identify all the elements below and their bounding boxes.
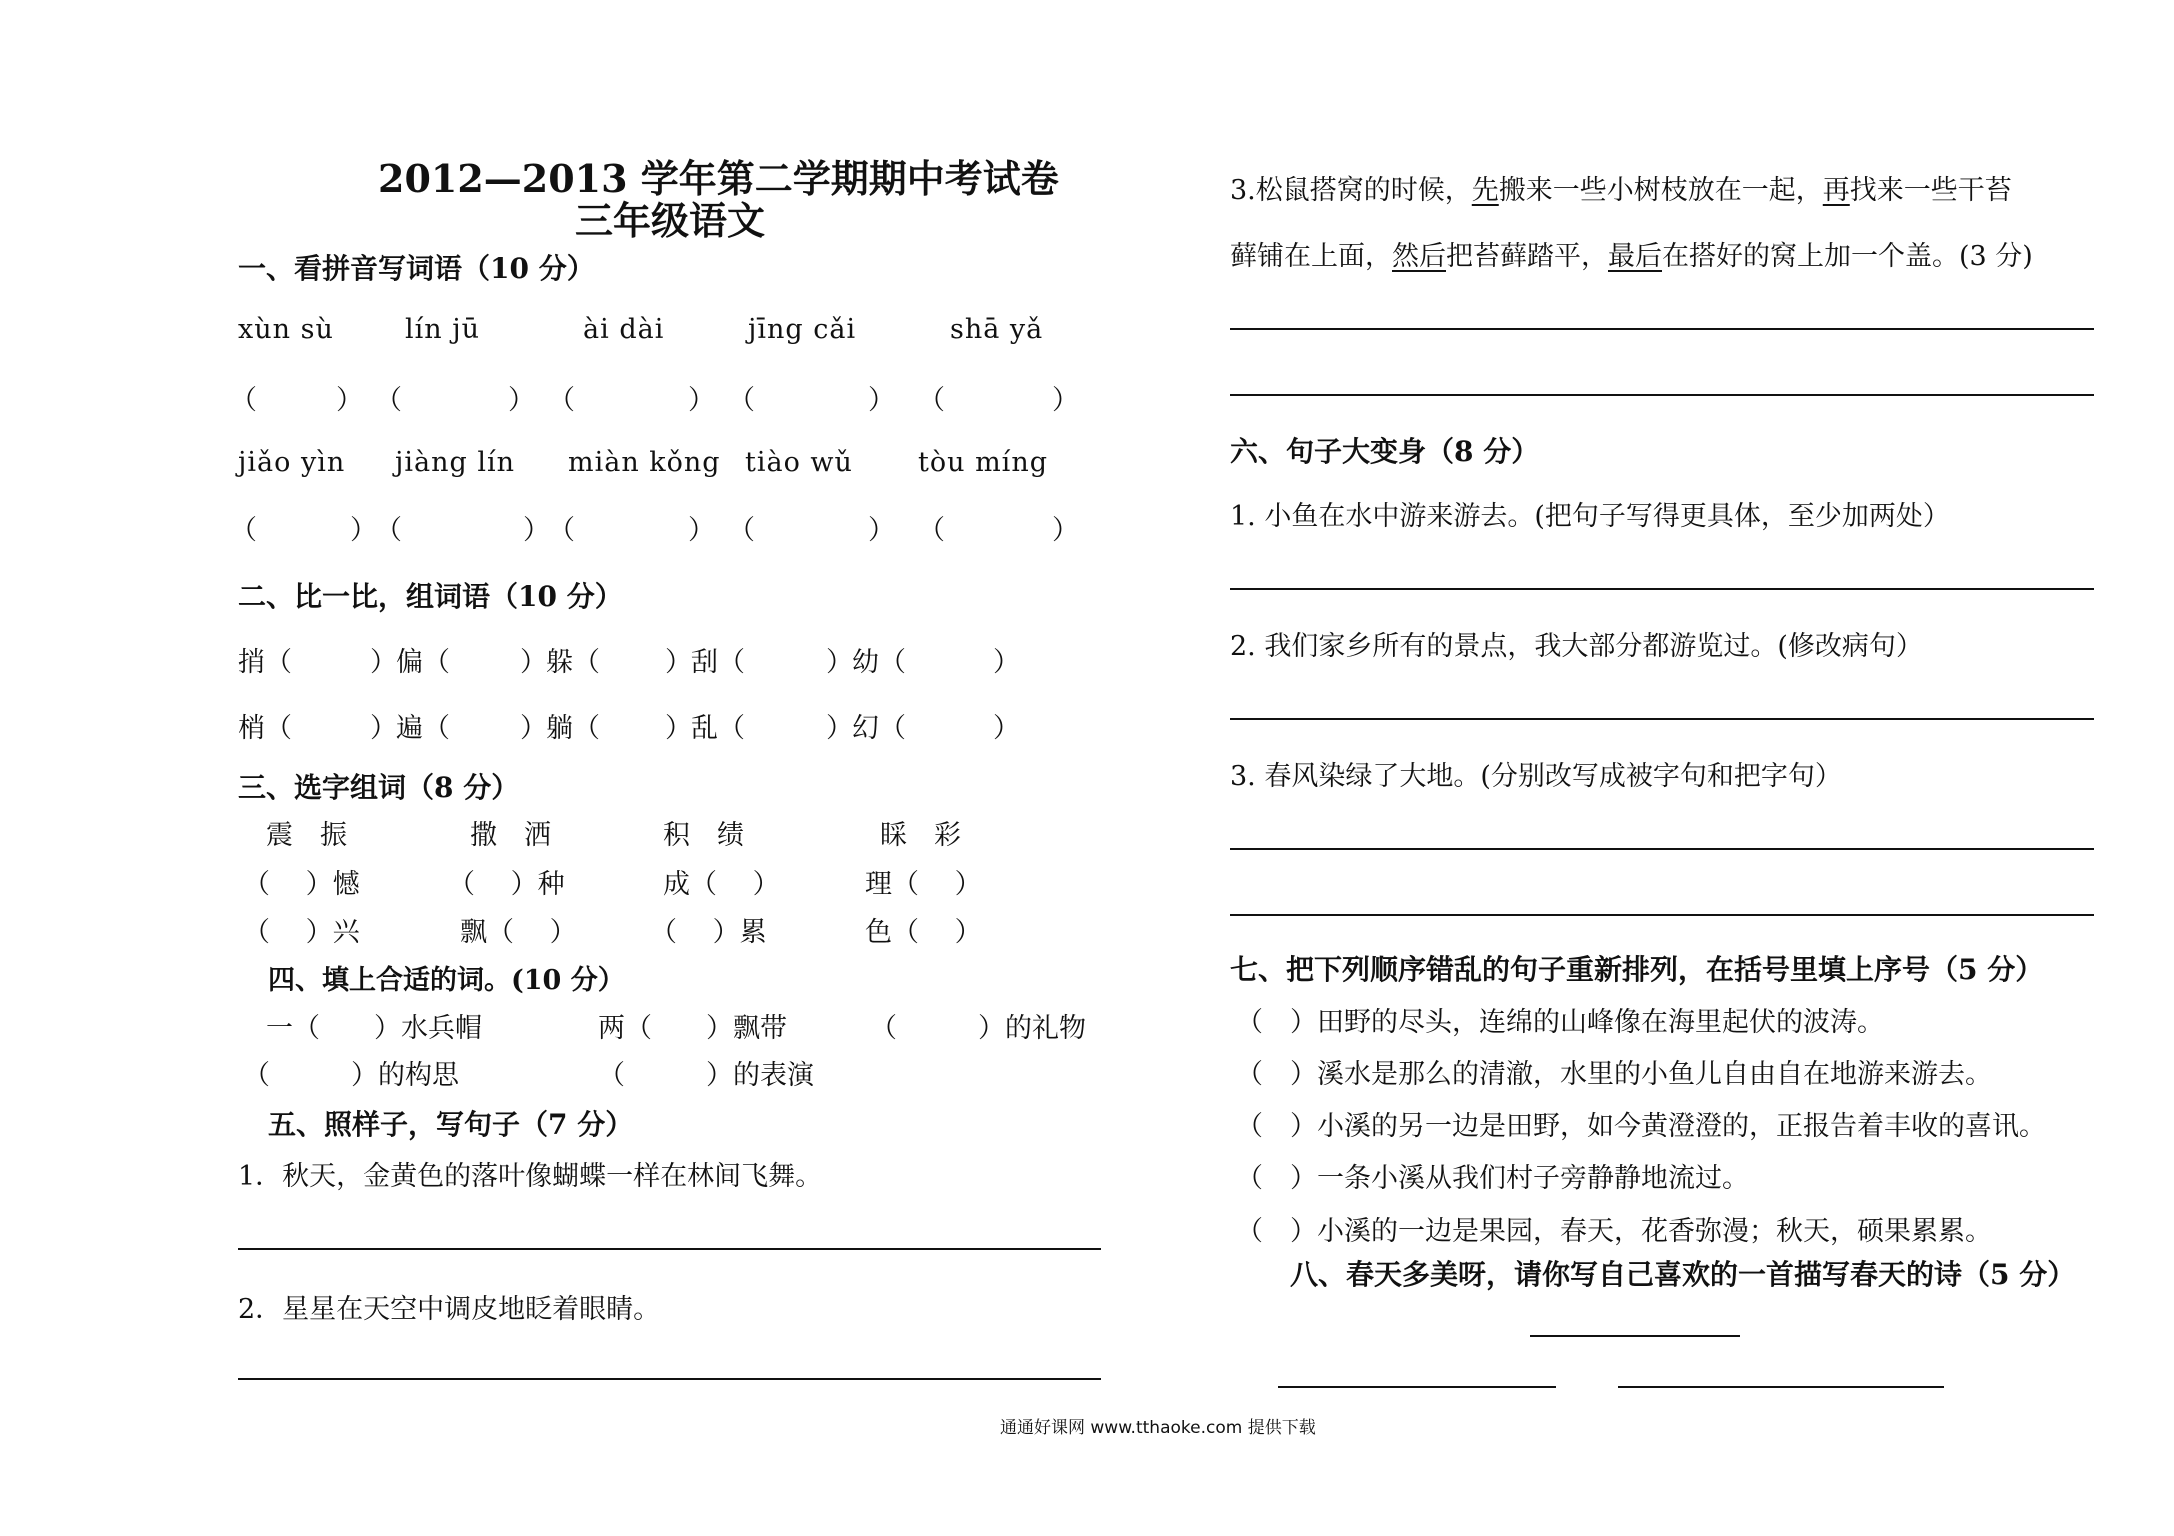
paren-open: （: [375, 385, 402, 416]
pinyin-item: jīng cǎi: [748, 314, 857, 345]
char-item: [546, 706, 600, 745]
q3-text: 把苔藓踏平，: [1446, 241, 1608, 272]
answer-line: [238, 1378, 1101, 1380]
fill-item: （ ）的构思: [243, 1060, 459, 1091]
choice-item: 成（ ）: [663, 869, 780, 900]
section-6-heading: 六、句子大变身（8 分）: [1230, 435, 1540, 468]
paren-close: ）: [370, 713, 397, 744]
poem-line: [1618, 1386, 1944, 1388]
char-pair: 积 绩: [663, 820, 744, 851]
paren-open: （: [879, 647, 906, 678]
paren-close: ）: [826, 647, 853, 678]
choice-item: （ ）累: [650, 917, 767, 948]
poem-title-line: [1530, 1335, 1740, 1337]
char: 躺: [546, 713, 573, 744]
q3-keyword-then: 再: [1822, 175, 1850, 206]
answer-line: [1230, 914, 2094, 916]
exam-subtitle: 三年级语文: [575, 198, 766, 243]
char-item: [238, 706, 292, 745]
paren-open: （: [573, 647, 600, 678]
paren-open: （: [230, 385, 257, 416]
q3-text: 藓铺在上面，: [1230, 241, 1392, 272]
question-6-2: 2. 我们家乡所有的景点，我大部分都游览过。(修改病句）: [1230, 631, 1923, 662]
paren-close: ）: [993, 647, 1020, 678]
choice-item: 飘（ ）: [460, 917, 577, 948]
fill-item: 两（ ）飘带: [598, 1013, 787, 1044]
section-2-heading: 二、比一比，组词语（10 分）: [238, 580, 623, 613]
paren-close: ）: [665, 647, 692, 678]
section-3-heading: 三、选字组词（8 分）: [238, 771, 520, 804]
section-1-heading: 一、看拼音写词语（10 分）: [238, 252, 595, 285]
exam-title: 2012—2013 学年第二学期期中考试卷: [378, 156, 1059, 201]
pinyin-item: miàn kǒng: [568, 447, 721, 478]
fill-item: 一（ ）水兵帽: [266, 1013, 482, 1044]
paren-close: ）: [868, 515, 895, 546]
pinyin-item: xùn sù: [238, 314, 334, 345]
char-pair: 震 振: [266, 820, 347, 851]
paren-open: （: [728, 385, 755, 416]
answer-line: [1230, 848, 2094, 850]
paren-close: ）: [868, 385, 895, 416]
fill-item: （ ）的表演: [598, 1060, 814, 1091]
pinyin-item: tiào wǔ: [745, 447, 853, 478]
sentence-item: （ ）小溪的另一边是田野，如今黄澄澄的，正报告着丰收的喜讯。: [1236, 1111, 2046, 1142]
sentence-item: （ ）溪水是那么的清澈，水里的小鱼儿自由自在地游来游去。: [1236, 1059, 1992, 1090]
paren-open: （: [230, 515, 257, 546]
char: 刮: [691, 647, 718, 678]
question-5-3-line-2: [1230, 234, 2033, 273]
choice-item: 理（ ）: [865, 869, 982, 900]
char: 偏: [396, 647, 423, 678]
paren-open: （: [918, 515, 945, 546]
paren-open: （: [718, 647, 745, 678]
paren-open: （: [423, 713, 450, 744]
char-pair: 撒 洒: [470, 820, 551, 851]
choice-item: 色（ ）: [865, 917, 982, 948]
section-5-heading: 五、照样子，写句子（7 分）: [268, 1108, 634, 1141]
poem-line: [1278, 1386, 1556, 1388]
paren-close: ）: [665, 713, 692, 744]
char-pair: 睬 彩: [880, 820, 961, 851]
char-item: [852, 640, 906, 679]
paren-open: （: [879, 713, 906, 744]
paren-close: ）: [993, 713, 1020, 744]
question-5-3-line-1: [1230, 168, 2012, 207]
char: 梢: [238, 713, 265, 744]
answer-line: [1230, 394, 2094, 396]
paren-close: ）: [520, 713, 547, 744]
paren-open: （: [265, 713, 292, 744]
q3-text: 3.松鼠搭窝的时候，: [1230, 175, 1472, 206]
choice-item: （ ）憾: [243, 869, 360, 900]
char-item: [691, 706, 745, 745]
q3-text: 找来一些干苔: [1849, 175, 2012, 206]
paren-open: （: [548, 385, 575, 416]
section-4-heading: 四、填上合适的词。(10 分）: [268, 965, 625, 996]
char-item: [238, 640, 292, 679]
choice-item: （ ）种: [448, 869, 565, 900]
section-8-heading: 八、春天多美呀，请你写自己喜欢的一首描写春天的诗（5 分）: [1290, 1258, 2076, 1291]
paren-open: （: [728, 515, 755, 546]
paren-open: （: [548, 515, 575, 546]
q3-text: 在搭好的窝上加一个盖。(3 分): [1662, 241, 2033, 272]
paren-close: ）: [1052, 515, 1079, 546]
sentence-item: （ ）一条小溪从我们村子旁静静地流过。: [1236, 1163, 1749, 1194]
pinyin-item: shā yǎ: [950, 314, 1044, 345]
paren-open: （: [423, 647, 450, 678]
paren-close: ）: [523, 515, 550, 546]
section-7-heading: 七、把下列顺序错乱的句子重新排列，在括号里填上序号（5 分）: [1230, 953, 2044, 986]
question-5-1: 1．秋天，金黄色的落叶像蝴蝶一样在林间飞舞。: [238, 1161, 823, 1192]
question-5-2: 2．星星在天空中调皮地眨着眼睛。: [238, 1294, 661, 1325]
paren-close: ）: [350, 515, 377, 546]
char: 乱: [691, 713, 718, 744]
char: 捎: [238, 647, 265, 678]
char: 幻: [852, 713, 879, 744]
pinyin-item: jiǎo yìn: [238, 447, 346, 478]
answer-line: [1230, 588, 2094, 590]
sentence-item: （ ）田野的尽头，连绵的山峰像在海里起伏的波涛。: [1236, 1007, 1884, 1038]
char-item: [396, 640, 450, 679]
paren-close: ）: [370, 647, 397, 678]
q3-keyword-finally: 最后: [1608, 241, 1662, 272]
pinyin-item: jiàng lín: [395, 447, 516, 478]
footer-credit: 通通好课网 www.tthaoke.com 提供下载: [1000, 1418, 1316, 1438]
paren-close: ）: [688, 385, 715, 416]
answer-line: [238, 1248, 1101, 1250]
answer-line: [1230, 718, 2094, 720]
paren-close: ）: [336, 385, 363, 416]
char-item: [546, 640, 600, 679]
q3-text: 搬来一些小树枝放在一起，: [1498, 175, 1823, 206]
fill-item: （ ）的礼物: [870, 1013, 1086, 1044]
question-6-3: 3. 春风染绿了大地。(分别改写成被字句和把字句）: [1230, 761, 1842, 792]
paren-open: （: [375, 515, 402, 546]
paren-open: （: [918, 385, 945, 416]
question-6-1: 1. 小鱼在水中游来游去。(把句子写得更具体，至少加两处）: [1230, 501, 1950, 532]
char: 躲: [546, 647, 573, 678]
paren-close: ）: [688, 515, 715, 546]
choice-item: （ ）兴: [243, 917, 360, 948]
char: 遍: [396, 713, 423, 744]
sentence-item: （ ）小溪的一边是果园，春天，花香弥漫；秋天，硕果累累。: [1236, 1216, 1992, 1247]
pinyin-item: tòu míng: [918, 447, 1048, 478]
paren-open: （: [573, 713, 600, 744]
paren-close: ）: [826, 713, 853, 744]
paren-close: ）: [520, 647, 547, 678]
pinyin-item: lín jū: [405, 314, 481, 345]
pinyin-item: ài dài: [583, 314, 665, 345]
char: 幼: [852, 647, 879, 678]
q3-keyword-first: 先: [1471, 175, 1499, 206]
paren-close: ）: [508, 385, 535, 416]
answer-line: [1230, 328, 2094, 330]
char-item: [396, 706, 450, 745]
q3-keyword-after: 然后: [1392, 241, 1446, 272]
paren-open: （: [265, 647, 292, 678]
char-item: [691, 640, 745, 679]
paren-close: ）: [1052, 385, 1079, 416]
paren-open: （: [718, 713, 745, 744]
char-item: [852, 706, 906, 745]
